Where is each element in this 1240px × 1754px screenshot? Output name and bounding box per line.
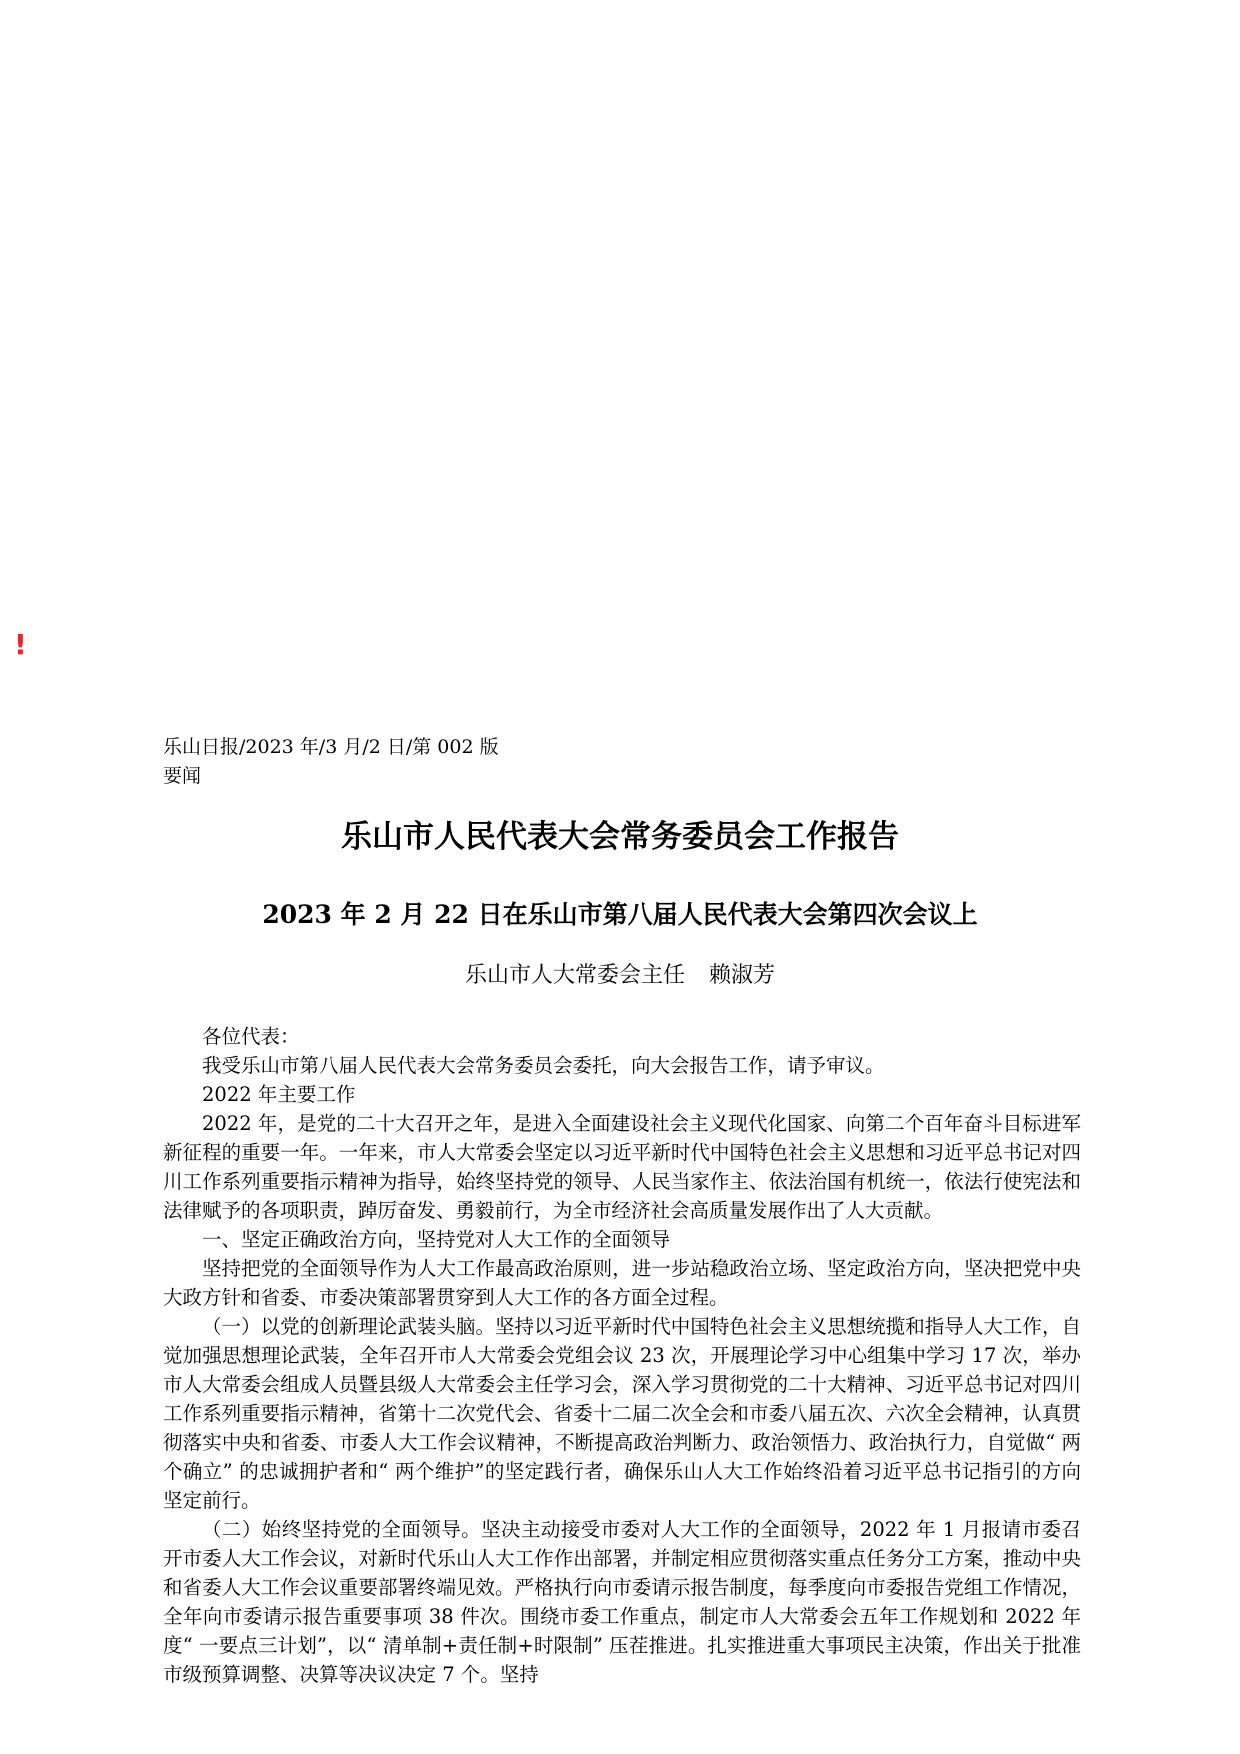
author-role: 乐山市人大常委会主任 xyxy=(464,963,685,988)
body-paragraph: 坚持把党的全面领导作为人大工作最高政治原则，进一步站稳政治立场、坚定政治方向，坚决把党中央大政方针和省委、市委决策部署贯穿到人大工作的各方面全过程。 xyxy=(163,1257,1081,1309)
newspaper-source-line: 乐山日报/2023 年/3 月/2 日/第 002 版要闻 xyxy=(163,736,499,787)
body-paragraph: （一）以党的创新理论武装头脑。坚持以习近平新时代中国特色社会主义思想统揽和指导人大工作，自觉加强思想理论武装，全年召开市人大常委会党组会议 23 次，开展理论学习中心组集中学习 17 次，举办市人大常委会组成人员暨县级人大常委会主任学习会，深入学习贯彻党的二十大精神、习近平总书记对四川工作系列重要指示精神，省第十二次党代会、省委十二届二次全会和市委八届五次、六次全会精神，认真贯彻落实中央和省委、市委人大工作会议精神，不断提高政治判断力、政治领悟力、政治执行力，自觉做“ 两个确立” 的忠诚拥护者和“ 两个维护”的坚定践行者，确保乐山人大工作始终沿着习近平总书记指引的方向坚定前行。 xyxy=(163,1315,1081,1512)
body-paragraph: 各位代表： xyxy=(202,1025,300,1048)
body-paragraph: 2022 年，是党的二十大召开之年，是进入全面建设社会主义现代化国家、向第二个百年奋斗目标进军新征程的重要一年。一年来，市人大常委会坚定以习近平新时代中国特色社会主义思想和习近平总书记对四川工作系列重要指示精神为指导，始终坚持党的领导、人民当家作主、依法治国有机统一，依法行使宪法和法律赋予的各项职责，踔厉奋发、勇毅前行，为全市经济社会高质量发展作出了人大贡献。 xyxy=(163,1112,1081,1222)
report-subtitle: 2023 年 2 月 22 日在乐山市第八届人民代表大会第四次会议上 xyxy=(262,900,978,929)
report-title: 乐山市人民代表大会常务委员会工作报告 xyxy=(341,819,899,855)
section-heading: 一、坚定正确政治方向，坚持党对人大工作的全面领导 xyxy=(202,1228,671,1251)
body-paragraph: 我受乐山市第八届人民代表大会常务委员会委托，向大会报告工作，请予审议。 xyxy=(202,1054,885,1077)
body-paragraph: （二）始终坚持党的全面领导。坚决主动接受市委对人大工作的全面领导，2022 年 1 月报请市委召开市委人大工作会议，对新时代乐山人大工作作出部署，并制定相应贯彻落实重点任务分工方案，推动中央和省委人大工作会议重要部署终端见效。严格执行向市委请示报告制度，每季度向市委报告党组工作情况，全年向市委请示报告重要事项 38 件次。围绕市委工作重点，制定市人大常委会五年工作规划和 2022 年度“ 一要点三计划”，以“ 清单制+责任制+时限制” 压茬推进。扎实推进重大事项民主决策，作出关于批准市级预算调整、决算等决议决定 7 个。坚持 xyxy=(163,1518,1081,1686)
author-line xyxy=(0,961,1240,991)
report-body xyxy=(163,1022,1081,1689)
section-heading: 2022 年主要工作 xyxy=(202,1083,356,1106)
author-name: 赖淑芳 xyxy=(709,963,776,988)
red-exclamation-mark: ! xyxy=(14,628,27,661)
